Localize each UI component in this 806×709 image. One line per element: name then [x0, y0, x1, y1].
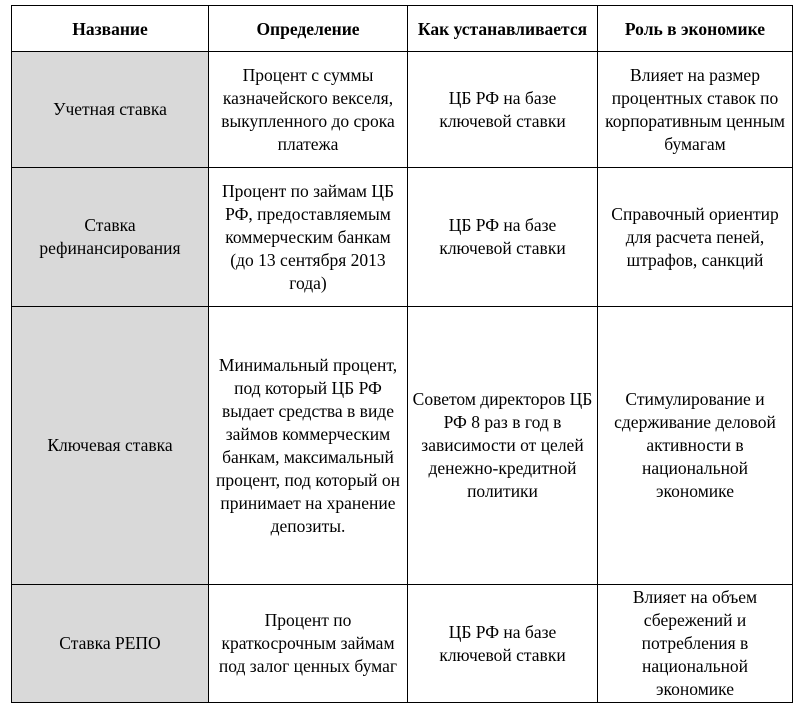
row-definition-cell: Процент по займам ЦБ РФ, предоставляемым коммерческим банкам (до 13 сентября 2013 года) — [209, 168, 408, 307]
row-role-cell: Справочный ориентир для расчета пеней, штрафов, санкций — [598, 168, 793, 307]
header-role: Роль в экономике — [598, 6, 793, 52]
header-definition: Определение — [209, 6, 408, 52]
row-definition-cell: Процент по краткосрочным займам под залог ценных бумаг — [209, 585, 408, 703]
table-row — [12, 585, 793, 703]
row-name-cell: Учетная ставка — [12, 52, 209, 168]
row-role-cell: Стимулирование и сдерживание деловой активности в национальной экономике — [598, 307, 793, 585]
row-definition-cell: Процент с суммы казначейского векселя, выкупленного до срока платежа — [209, 52, 408, 168]
table-row — [12, 307, 793, 585]
row-name-cell: Ставка рефинансирования — [12, 168, 209, 307]
row-how-set-cell: ЦБ РФ на базе ключевой ставки — [408, 52, 598, 168]
table-header-row — [12, 6, 793, 52]
row-role-cell: Влияет на объем сбережений и потребления в национальной экономике — [598, 585, 793, 703]
row-how-set-cell: Советом директоров ЦБ РФ 8 раз в год в зависимости от целей денежно-кредитной политики — [408, 307, 598, 585]
row-definition-cell: Минимальный процент, под который ЦБ РФ выдает средства в виде займов коммерческим банкам, максимальный процент, под который он принимает на хранение депозиты. — [209, 307, 408, 585]
header-how-set: Как устанавливается — [408, 6, 598, 52]
interest-rates-table — [11, 5, 793, 703]
header-name: Название — [12, 6, 209, 52]
row-how-set-cell: ЦБ РФ на базе ключевой ставки — [408, 168, 598, 307]
row-role-cell: Влияет на размер процентных ставок по корпоративным ценным бумагам — [598, 52, 793, 168]
table-row — [12, 168, 793, 307]
row-name-cell: Ключевая ставка — [12, 307, 209, 585]
row-name-cell: Ставка РЕПО — [12, 585, 209, 703]
table-row — [12, 52, 793, 168]
row-how-set-cell: ЦБ РФ на базе ключевой ставки — [408, 585, 598, 703]
